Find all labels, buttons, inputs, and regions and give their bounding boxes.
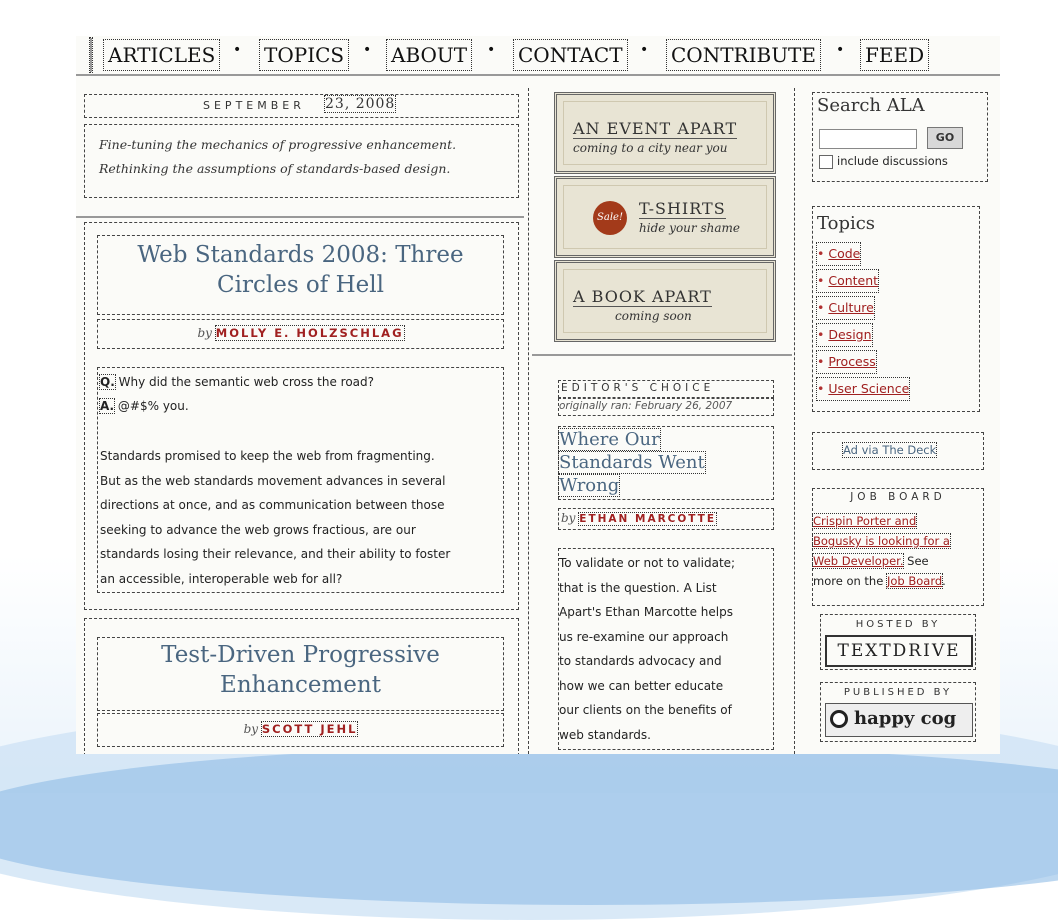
topic-code[interactable]: • Code xyxy=(817,243,860,265)
topic-content[interactable]: • Content xyxy=(817,270,878,292)
search-input[interactable] xyxy=(819,129,917,149)
job-listing-link[interactable]: Crispin Porter and xyxy=(813,514,917,528)
nav-item-articles[interactable]: ARTICLES xyxy=(104,40,219,70)
promo-book-apart[interactable] xyxy=(554,260,776,342)
answer-label: A. xyxy=(100,399,115,413)
byline-by: by xyxy=(561,511,576,525)
job-board xyxy=(812,488,984,606)
article-2-author-link[interactable]: SCOTT JEHL xyxy=(261,722,358,736)
nav-item-contact[interactable]: CONTACT xyxy=(514,40,627,70)
job-board-title: JOB BOARD xyxy=(850,491,946,503)
include-discussions-checkbox[interactable] xyxy=(819,155,833,169)
job-period: . xyxy=(942,574,946,588)
section-divider xyxy=(76,216,524,218)
body-line: Standards promised to keep the web from fragmenting. xyxy=(100,449,435,463)
issue-deck xyxy=(84,124,519,198)
topic-design[interactable]: • Design xyxy=(817,324,872,346)
date-bar xyxy=(84,94,519,118)
body-line: Apart's Ethan Marcotte helps xyxy=(559,605,733,619)
ad-box xyxy=(812,432,984,470)
body-line: our clients on the benefits of xyxy=(559,703,732,717)
body-line: to standards advocacy and xyxy=(559,654,722,668)
date-day[interactable]: 23, 2008 xyxy=(325,96,396,112)
job-board-link[interactable]: Job Board xyxy=(886,574,943,588)
editors-choice-title-line[interactable]: Standards Went xyxy=(559,452,705,473)
article-1-title-line-2[interactable]: Circles of Hell xyxy=(217,272,384,298)
include-discussions-label: include discussions xyxy=(837,154,948,168)
promo-title: A BOOK APART xyxy=(573,287,712,306)
editors-choice-label: EDITOR'S CHOICE xyxy=(561,382,715,394)
article-2-title-line-2[interactable]: Enhancement xyxy=(220,672,381,698)
ad-link[interactable]: Ad via The Deck xyxy=(843,443,937,457)
body-line: standards losing their relevance, and their ability to foster xyxy=(100,547,451,561)
editors-choice-byline xyxy=(558,508,774,530)
promo-subtitle: coming soon xyxy=(615,309,692,323)
section-divider xyxy=(532,354,792,356)
hosted-by-box xyxy=(820,614,976,670)
editors-choice-label-box xyxy=(558,380,774,398)
topic-culture[interactable]: • Culture xyxy=(817,297,874,319)
article-1-author-link[interactable]: MOLLY E. HOLZSCHLAG xyxy=(215,326,404,340)
promo-title: AN EVENT APART xyxy=(573,119,738,138)
search-go-button[interactable]: GO xyxy=(927,127,963,149)
promo-event-apart[interactable] xyxy=(554,92,776,174)
textdrive-logo[interactable]: TEXTDRIVE xyxy=(825,635,973,667)
originally-ran-box xyxy=(558,398,774,416)
nav-item-feed[interactable]: FEED xyxy=(861,40,928,70)
deck-line-1: Fine-tuning the mechanics of progressive enhancement. xyxy=(99,137,457,152)
topics-box xyxy=(812,206,980,412)
nav-separator: • xyxy=(363,42,372,58)
background-swoosh-dark xyxy=(0,745,1058,905)
topic-process[interactable]: • Process xyxy=(817,351,876,373)
editors-choice-title-box xyxy=(558,426,774,500)
hosted-by-label: HOSTED BY xyxy=(855,619,941,630)
date-month: SEPTEMBER xyxy=(203,99,305,112)
nav-separator: • xyxy=(836,42,845,58)
nav-item-topics[interactable]: TOPICS xyxy=(260,40,348,70)
body-line: an accessible, interoperable web for all? xyxy=(100,571,343,586)
nav-divider xyxy=(90,38,92,72)
search-box xyxy=(812,92,988,182)
body-line: seeking to advance the web grows fractious, are our xyxy=(100,522,416,537)
article-2-byline xyxy=(97,713,504,747)
byline-by: by xyxy=(197,326,212,340)
editors-choice-title-line[interactable]: Where Our xyxy=(559,429,660,450)
body-line: that is the question. A List xyxy=(559,580,717,595)
website-screenshot xyxy=(76,36,1000,754)
promo-subtitle: coming to a city near you xyxy=(573,141,728,155)
job-listing-link[interactable]: Web Developer. xyxy=(813,554,904,568)
nav-item-contribute[interactable]: CONTRIBUTE xyxy=(667,40,820,70)
job-see-text: See xyxy=(907,554,929,568)
published-by-box xyxy=(820,682,976,742)
happy-cog-logo[interactable] xyxy=(825,703,973,737)
question-label: Q. xyxy=(100,375,115,389)
answer-text: @#$% you. xyxy=(117,399,189,413)
article-2-title-box xyxy=(97,637,504,711)
article-1-byline xyxy=(97,319,504,349)
deck-line-2: Rethinking the assumptions of standards-based design. xyxy=(99,161,451,176)
nav-item-about[interactable]: ABOUT xyxy=(387,40,471,70)
body-line: us re-examine our approach xyxy=(559,629,729,644)
happy-cog-text: happy cog xyxy=(854,708,957,729)
topics-title: Topics xyxy=(817,213,876,234)
body-line: how we can better educate xyxy=(559,678,724,693)
body-line: web standards. xyxy=(559,727,651,742)
question-text: Why did the semantic web cross the road? xyxy=(118,375,375,389)
top-navigation xyxy=(76,36,1000,76)
editors-choice-author-link[interactable]: ETHAN MARCOTTE xyxy=(579,513,717,525)
topic-user-science[interactable]: • User Science xyxy=(817,378,909,400)
article-1-excerpt xyxy=(97,367,504,593)
sale-badge-icon: Sale! xyxy=(593,201,627,235)
column-divider xyxy=(794,88,795,754)
editors-choice-excerpt xyxy=(558,548,774,750)
article-2-title-line-1[interactable]: Test-Driven Progressive xyxy=(161,642,440,668)
search-title: Search ALA xyxy=(817,95,925,116)
article-2 xyxy=(84,618,519,754)
nav-separator: • xyxy=(233,42,242,58)
originally-ran-text: originally ran: February 26, 2007 xyxy=(559,400,733,412)
job-listing-link[interactable]: Bogusky is looking for a xyxy=(813,534,950,548)
promo-title: T-SHIRTS xyxy=(639,199,726,218)
article-1-title-box xyxy=(97,235,504,315)
nav-separator: • xyxy=(640,42,649,58)
column-divider xyxy=(528,88,529,754)
promo-tshirts[interactable] xyxy=(554,176,776,258)
article-1 xyxy=(84,222,519,610)
editors-choice-title-line[interactable]: Wrong xyxy=(559,475,620,496)
nav-separator: • xyxy=(487,42,496,58)
published-by-label: PUBLISHED BY xyxy=(843,687,953,698)
body-line: To validate or not to validate; xyxy=(559,556,736,570)
promo-subtitle: hide your shame xyxy=(639,221,740,235)
job-more-text: more on the xyxy=(813,574,884,588)
cog-icon xyxy=(830,710,848,728)
byline-by: by xyxy=(243,722,259,736)
article-1-title-line-1[interactable]: Web Standards 2008: Three xyxy=(137,242,464,268)
article-1-body xyxy=(100,444,503,591)
body-line: But as the web standards movement advances in several xyxy=(100,473,446,488)
body-line: directions at once, and as communication between those xyxy=(100,498,445,512)
